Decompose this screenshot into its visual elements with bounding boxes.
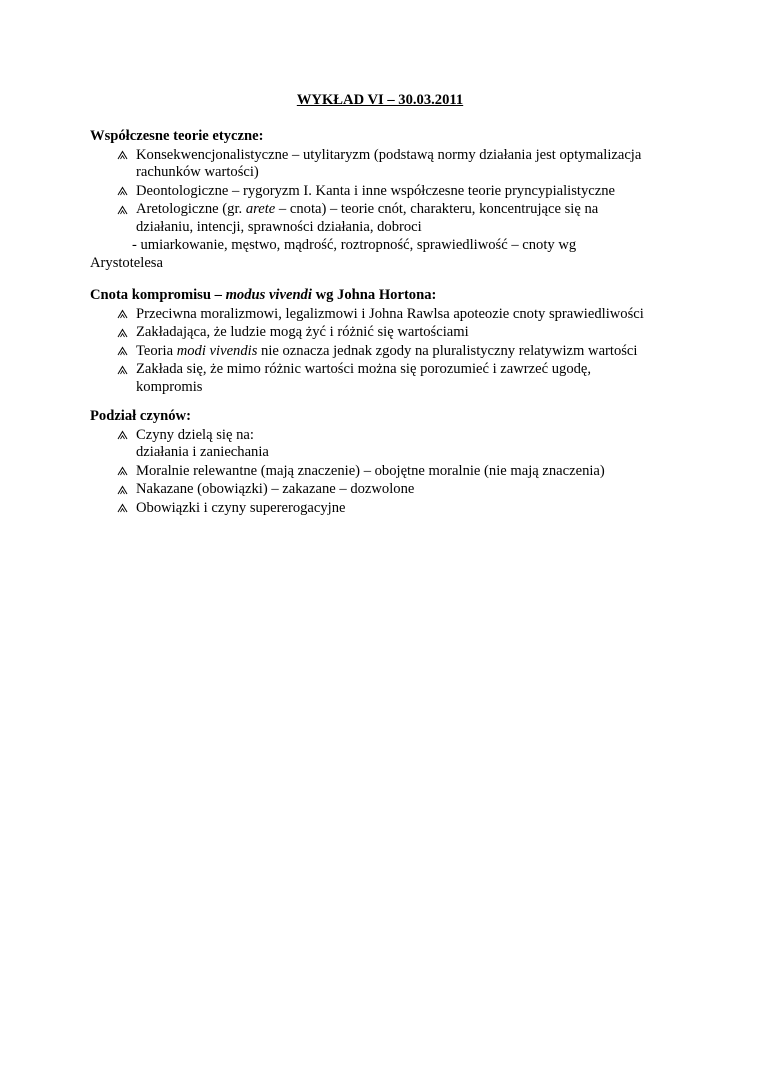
- arch-bullet-icon: [116, 500, 128, 517]
- italic-term: modi vivendis: [176, 342, 258, 359]
- list-item: [90, 183, 690, 201]
- arch-bullet-icon: [116, 306, 128, 323]
- list-item: [90, 481, 690, 499]
- arch-bullet-icon: [116, 324, 128, 341]
- list-item-line: Konsekwencjonalistyczne – utylitaryzm (podstawą normy działania jest optymalizacja: [136, 146, 642, 163]
- list-item-line: działania i zaniechania: [136, 444, 269, 460]
- list-item-line: kompromis: [136, 378, 203, 395]
- arch-bullet-icon: [116, 481, 128, 498]
- list-item-line: Nakazane (obowiązki) – zakazane – dozwolone: [136, 481, 415, 497]
- section-compromise-virtue: [90, 287, 690, 397]
- text-run: – cnota) – teorie cnót, charakteru, koncentrujące się na: [275, 201, 599, 217]
- list-item: [90, 201, 690, 236]
- italic-term: arete: [245, 201, 276, 217]
- heading-run: Cnota kompromisu –: [90, 287, 226, 303]
- bullet-list: [90, 147, 690, 237]
- list-item: [90, 427, 690, 462]
- bullet-list: [90, 306, 690, 397]
- list-item: [90, 306, 690, 324]
- list-item: [90, 324, 690, 342]
- arch-bullet-icon: [116, 343, 128, 360]
- list-item: [90, 361, 690, 396]
- list-item-line: Moralnie relewantne (mają znaczenie) – obojętne moralnie (nie mają znaczenia): [136, 462, 605, 479]
- virtues-line-cont: Arystotelesa: [90, 254, 163, 271]
- arch-bullet-icon: [116, 361, 128, 378]
- list-item: [90, 147, 690, 182]
- italic-term: modus vivendi: [225, 287, 312, 303]
- text-run: Aretologiczne (gr.: [136, 201, 246, 217]
- list-item-line: Deontologiczne – rygoryzm I. Kanta i inne współczesne teorie pryncypialistyczne: [136, 182, 615, 199]
- arch-bullet-icon: [116, 183, 128, 200]
- list-item-line: rachunków wartości): [136, 164, 259, 180]
- list-item-line: działaniu, intencji, sprawności działania, dobroci: [136, 218, 422, 235]
- arch-bullet-icon: [116, 147, 128, 164]
- section-heading: Współczesne teorie etyczne:: [90, 128, 264, 144]
- list-item-line: [136, 343, 690, 361]
- list-item: [90, 463, 690, 481]
- arch-bullet-icon: [116, 201, 128, 218]
- bullet-list: [90, 427, 690, 518]
- list-item-line: Obowiązki i czyny supererogacyjne: [136, 499, 346, 516]
- section-heading: Podział czynów:: [90, 408, 191, 424]
- text-run: nie oznacza jednak zgody na pluralistyczny relatywizm wartości: [257, 342, 638, 359]
- list-item-line: Przeciwna moralizmowi, legalizmowi i Johna Rawlsa apoteozie cnoty sprawiedliwości: [136, 305, 644, 322]
- section-ethical-theories: [90, 128, 690, 272]
- list-item-line: Zakładająca, że ludzie mogą żyć i różnić się wartościami: [136, 324, 469, 340]
- list-item-line: Czyny dzielą się na:: [136, 426, 254, 443]
- text-run: Teoria: [136, 342, 177, 359]
- virtues-line: - umiarkowanie, męstwo, mądrość, roztropność, sprawiedliwość – cnoty wg: [132, 237, 577, 253]
- section-heading: [90, 287, 690, 305]
- arch-bullet-icon: [116, 463, 128, 480]
- page-title: WYKŁAD VI – 30.03.2011: [296, 92, 464, 108]
- heading-run: wg Johna Hortona:: [311, 287, 437, 303]
- list-item-line: [136, 201, 690, 219]
- list-item-line: Zakłada się, że mimo różnic wartości można się porozumieć i zawrzeć ugodę,: [136, 361, 592, 377]
- list-item: [90, 500, 690, 518]
- list-item: [90, 343, 690, 361]
- section-acts-division: [90, 408, 690, 518]
- arch-bullet-icon: [116, 427, 128, 444]
